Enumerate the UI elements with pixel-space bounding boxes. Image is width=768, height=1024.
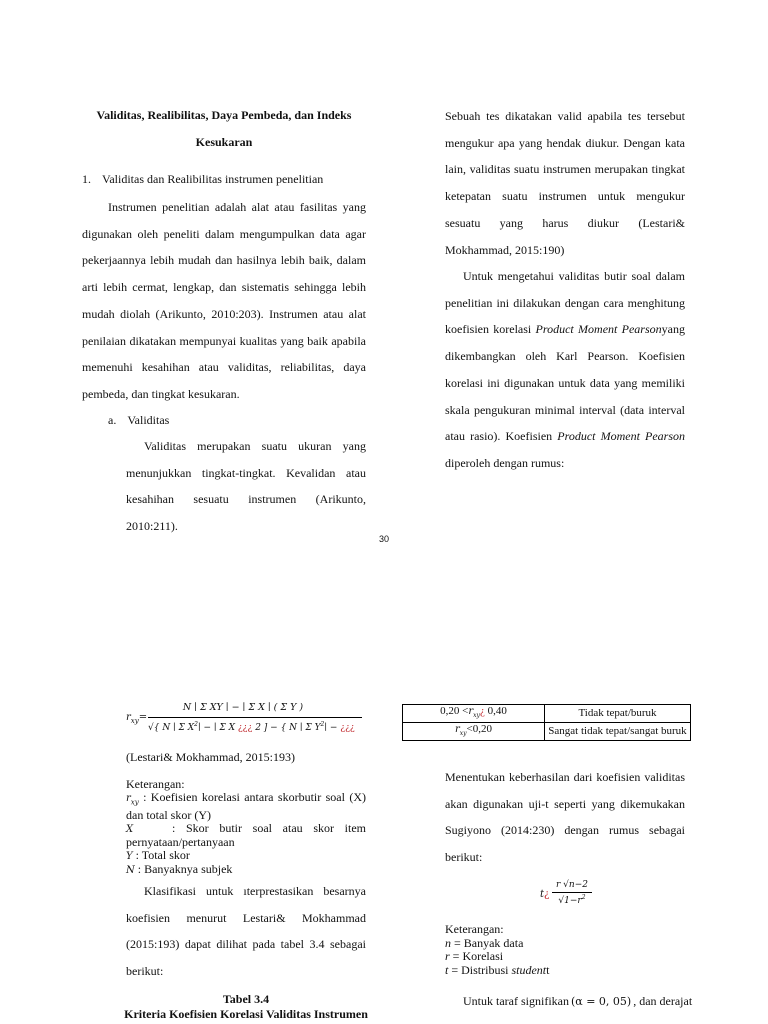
t-fraction-bar xyxy=(552,892,592,893)
section-title: Validitas dan Realibilitas instrumen penelitian xyxy=(102,172,324,186)
ujit-paragraph: Menentukan keberhasilan dari koefisien validitas akan digunakan uji-t seperti yang dikemukakan Sugiyono (2014:230) dengan rumus sebagai berikut: xyxy=(445,770,685,865)
right-paragraph-1: Sebuah tes dikatakan valid apabila tes tersebut mengukur apa yang hendak diukur. Dengan kata lain, validitas suatu instrumen merupakan tingkat ketepatan suatu instrumen untuk mengukur sesuatu yang harus diukur (Lestari& Mokhammad, 2015:190) xyxy=(445,109,685,257)
para2-text-c: yang dikembangkan oleh Karl Pearson. Koefisien korelasi ini digunakan untuk data yang memiliki skala pengukuran minimal interval (data interval atau rasio). Koefisien xyxy=(445,322,685,444)
ket-item-y xyxy=(126,849,366,863)
ket-text: : Banyaknya subjek xyxy=(134,862,233,877)
ket-sym: Y xyxy=(126,851,133,863)
subsection-letter: a. xyxy=(108,413,117,427)
table-cell-label: Tidak tepat/buruk xyxy=(545,705,691,723)
ket2-item xyxy=(445,950,549,964)
page-title xyxy=(82,102,366,156)
ket2-sym: n xyxy=(445,935,451,950)
last-para-formula: (α = 0, 05) xyxy=(570,995,632,1008)
ket2-item xyxy=(445,964,549,978)
last-para-b: , dan derajat xyxy=(633,994,693,1008)
para2-text-e: diperoleh dengan rumus: xyxy=(445,455,565,470)
t-sym: t xyxy=(540,889,545,900)
para2-emph-2: Product Moment Pearson xyxy=(557,429,685,444)
denom-a: √{ N ∣ Σ X xyxy=(148,723,195,733)
range-mid: ¿ xyxy=(479,705,485,717)
ket2-text: = Korelasi xyxy=(449,949,504,963)
t-denom: √1−r xyxy=(558,896,582,906)
ket-item-n xyxy=(126,863,366,877)
range-sym: r xyxy=(454,724,460,736)
criteria-table xyxy=(402,704,691,741)
denom-b: 2 xyxy=(194,721,198,728)
table-cell-range xyxy=(403,705,545,723)
keterangan-block xyxy=(126,778,366,877)
t-q: ¿ xyxy=(544,889,550,900)
section-number: 1. xyxy=(82,172,91,186)
page-number: 30 xyxy=(378,534,389,544)
last-para-a: Untuk taraf signifikan xyxy=(463,994,569,1008)
ket-sym: r xyxy=(126,793,131,804)
ket-text: : Skor butir soal atau skor item pernyataan/pertanyaan xyxy=(126,821,366,850)
citation: (Lestari& Mokhammad, 2015:193) xyxy=(126,750,295,764)
table-row xyxy=(403,705,691,723)
ket2-text: = Banyak data xyxy=(451,935,524,950)
ket-text: : Koefisien korelasi antara skorbutir soal (X) dan total skor (Y) xyxy=(126,790,366,823)
ket-sym: N xyxy=(126,865,135,877)
formula-eq: = xyxy=(138,712,148,723)
ket2-sym: t xyxy=(445,962,449,977)
ket-text: : Total skor xyxy=(132,848,190,863)
range-b: <0,20 xyxy=(466,723,493,736)
range-sub: xy xyxy=(473,712,480,720)
table-caption-title: Kriteria Koefisien Korelasi Validitas Instrumen xyxy=(124,1007,368,1021)
title-line-1: Validitas, Realibilitas, Daya Pembeda, dan Indeks xyxy=(96,108,352,122)
formula-denominator xyxy=(148,721,364,733)
table-cell-label: Sangat tidak tepat/sangat buruk xyxy=(545,723,691,741)
keterangan-2-title: Keterangan: xyxy=(445,922,504,936)
range-sub: xy xyxy=(459,730,467,738)
formula-lhs xyxy=(126,712,147,725)
para2-emph-1: Product Moment Pearson xyxy=(535,322,662,337)
ket2-sym: r xyxy=(445,949,450,963)
denom-g: ∣ − xyxy=(324,723,341,733)
validitas-paragraph: Validitas merupakan suatu ukuran yang menunjukkan tingkat-tingkat. Kevalidan atau kesahihan sesuatu instrumen (Arikunto, 2010:211). xyxy=(126,439,366,534)
klasifikasi-paragraph: Klasifikasi untuk ıterprestasikan besarnya koefisien menurut Lestari& Mokhammad (2015:193) dapat dilihat pada tabel 3.4 sebagai berikut: xyxy=(126,884,366,979)
table-caption-number: Tabel 3.4 xyxy=(222,992,270,1006)
ket2-item xyxy=(445,937,549,951)
denom-e: 2 ] − { N ∣ Σ Y xyxy=(252,723,321,733)
formula-numerator: N ∣ Σ XY ∣ − ∣ Σ X ∣ ( Σ Y ) xyxy=(182,702,304,713)
ket-item-x xyxy=(126,822,366,849)
range-sym: r xyxy=(468,706,474,717)
subsection-title: Validitas xyxy=(127,413,170,427)
t-denom-sup: 2 xyxy=(581,894,586,901)
keterangan-title: Keterangan: xyxy=(126,777,185,791)
fraction-bar xyxy=(148,717,362,718)
right-paragraph-2 xyxy=(445,263,685,477)
ket2-tail: t xyxy=(546,962,550,977)
table-caption xyxy=(82,992,410,1022)
para2-text-a: Untuk mengetahui validitas butir soal dalam penelitian ini dilakukan dengan cara menghitung koefisien korelasi xyxy=(445,269,685,337)
ket-sub: xy xyxy=(130,798,139,807)
denom-c: ∣ − ∣ Σ X xyxy=(198,723,238,733)
formula-r-sub: xy xyxy=(130,717,139,725)
t-lhs xyxy=(540,889,549,900)
intro-paragraph: Instrumen penelitian adalah alat atau fasilitas yang digunakan oleh peneliti dalam mengumpulkan data agar pekerjaannya lebih mudah dan hasilnya lebih baik, dalam arti lebih cermat, lengkap, dan sistematis sehingga lebih mudah diolah (Arikunto, 2010:203). Instrumen atau alat penilaian dikatakan mempunyai kualitas yang baik apabila memenuhi kesahihan atau validitas, reliabilitas, daya pembeda, dan tingkat kesukaran. xyxy=(82,200,366,401)
subsection-a-heading xyxy=(108,413,169,427)
ket2-em: student xyxy=(511,962,547,977)
last-paragraph xyxy=(445,993,693,1010)
denom-d: ¿¿¿ xyxy=(237,723,253,733)
range-b: 0,40 xyxy=(484,705,507,717)
denom-f: 2 xyxy=(320,721,325,728)
keterangan-2-block xyxy=(445,923,549,977)
ket-item-rxy xyxy=(126,791,366,822)
ket-sym: X xyxy=(126,824,134,836)
formula-r: r xyxy=(126,712,131,723)
table-cell-range xyxy=(403,723,545,741)
t-numerator: r √n−2 xyxy=(556,880,588,890)
table-row xyxy=(403,723,691,741)
title-line-2: Kesukaran xyxy=(195,135,253,149)
range-a: 0,20 < xyxy=(440,705,469,717)
denom-h: ¿¿¿ xyxy=(340,723,355,733)
t-denominator xyxy=(552,894,592,906)
pearson-formula xyxy=(126,702,366,742)
section-heading-1 xyxy=(82,172,323,186)
t-formula xyxy=(540,878,610,914)
ket2-text: = Distribusi xyxy=(448,962,512,977)
